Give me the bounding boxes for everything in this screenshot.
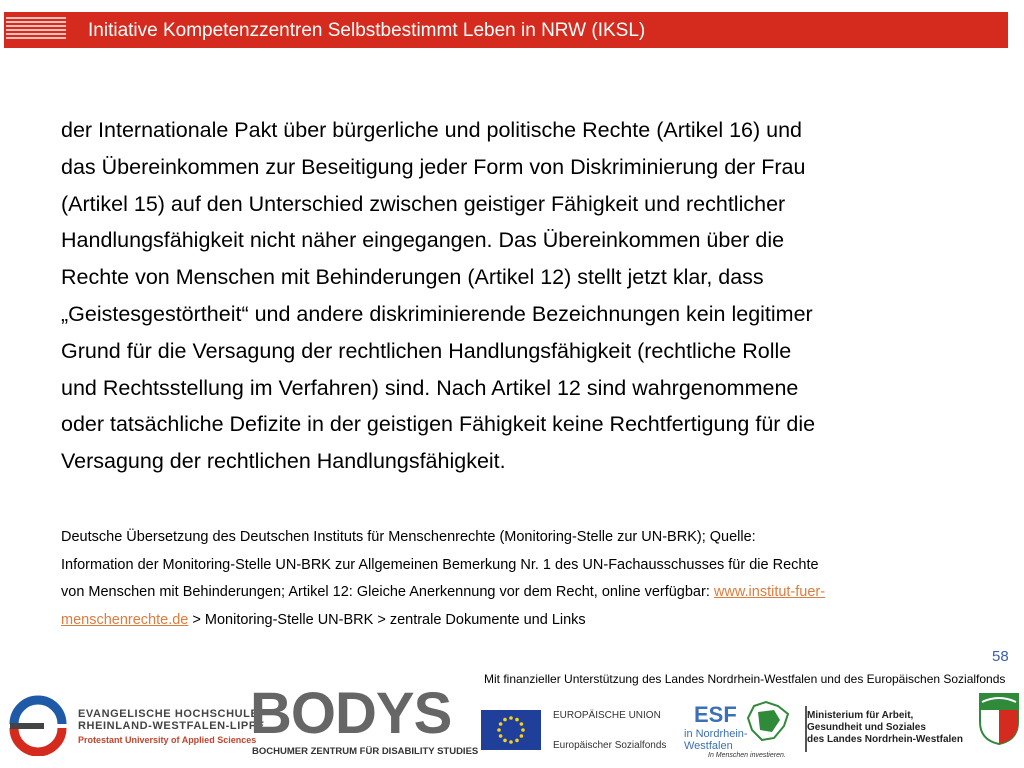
source-link[interactable]: www.institut-fuer- — [713, 584, 826, 600]
evh-name — [78, 708, 265, 732]
source-line — [61, 607, 981, 635]
main-text-line: „Geistesgestörtheit“ und andere diskriminierende Bezeichnungen kein legitimer — [61, 301, 813, 326]
main-text-line: Grund für die Versagung der rechtlichen Handlungsfähigkeit (rechtliche Rolle — [61, 338, 792, 363]
main-text-line: oder tatsächliche Defizite in der geistigen Fähigkeit keine Rechtfertigung für die — [61, 412, 816, 437]
esf-region — [684, 728, 748, 752]
source-line: Deutsche Übersetzung des Deutschen Instituts für Menschenrechte (Monitoring-Stelle zur UN-BRK); Quelle: — [61, 529, 756, 545]
main-text-line: das Übereinkommen zur Beseitigung jeder Form von Diskriminierung der Frau — [61, 154, 806, 179]
ministry-logo — [805, 706, 975, 756]
eu-flag-icon — [481, 710, 541, 750]
source-text: von Menschen mit Behinderungen; Artikel 12: Gleiche Anerkennung vor dem Recht, online verfügbar: — [61, 584, 714, 600]
header-lines-decoration — [6, 17, 66, 41]
eu-title: EUROPÄISCHE UNION — [553, 710, 661, 721]
nrw-map-icon — [744, 700, 792, 744]
source-line — [61, 579, 981, 607]
ministry-name — [807, 710, 963, 746]
bodys-logo — [250, 681, 479, 768]
esf-slogan: In Menschen investieren. — [708, 752, 786, 759]
source-link-continued[interactable]: menschenrechte.de — [61, 611, 189, 628]
nrw-coat-of-arms-icon — [978, 692, 1020, 746]
main-text-line: Rechte von Menschen mit Behinderungen (Artikel 12) stellt jetzt klar, dass — [61, 265, 764, 290]
logo-strip — [0, 681, 1024, 768]
header-bar — [4, 12, 1008, 48]
esf-region-line: Westfalen — [684, 740, 733, 752]
header-title: Initiative Kompetenzzentren Selbstbestimmt Leben in NRW (IKSL) — [88, 20, 646, 41]
esf-logo — [684, 698, 794, 764]
ministry-line: des Landes Nordrhein-Westfalen — [807, 734, 963, 745]
source-text: > Monitoring-Stelle UN-BRK > zentrale Dokumente und Links — [188, 611, 586, 628]
source-line: Information der Monitoring-Stelle UN-BRK zur Allgemeinen Bemerkung Nr. 1 des UN-Fachausschusses für die Rechte — [61, 556, 819, 573]
evh-line: RHEINLAND-WESTFALEN-LIPPE — [78, 720, 265, 732]
ministry-line: Ministerium für Arbeit, — [807, 710, 914, 721]
funding-note: Mit finanzieller Unterstützung des Landes Nordrhein-Westfalen und des Europäischen Sozialfonds — [484, 672, 1006, 686]
evh-mark-icon — [6, 694, 70, 756]
page-number: 58 — [992, 648, 1009, 665]
ministry-line: Gesundheit und Soziales — [807, 722, 926, 733]
esf-region-line: in Nordrhein- — [684, 728, 748, 740]
main-text-line: der Internationale Pakt über bürgerliche und politische Rechte (Artikel 16) und — [61, 118, 802, 142]
bodys-subtitle: BOCHUMER ZENTRUM FÜR DISABILITY STUDIES — [252, 746, 479, 757]
eu-logo — [481, 710, 681, 754]
evh-subtitle: Protestant University of Applied Sciences — [78, 735, 257, 745]
source-note — [61, 524, 981, 634]
evh-line: EVANGELISCHE HOCHSCHULE — [78, 708, 259, 720]
main-text-line: und Rechtsstellung im Verfahren) sind. Nach Artikel 12 sind wahrgenommene — [61, 375, 799, 400]
evh-logo — [6, 694, 265, 756]
main-text-line: (Artikel 15) auf den Unterschied zwischen geistiger Fähigkeit und rechtlicher — [61, 191, 786, 216]
main-text-line: Handlungsfähigkeit nicht näher eingegangen. Das Übereinkommen über die — [61, 228, 785, 253]
main-text-line: Versagung der rechtlichen Handlungsfähigkeit. — [61, 449, 506, 474]
esf-wordmark: ESF — [694, 702, 737, 727]
eu-subtitle: Europäischer Sozialfonds — [553, 740, 667, 751]
bodys-wordmark: BODYS — [250, 681, 452, 746]
main-text — [61, 112, 981, 480]
